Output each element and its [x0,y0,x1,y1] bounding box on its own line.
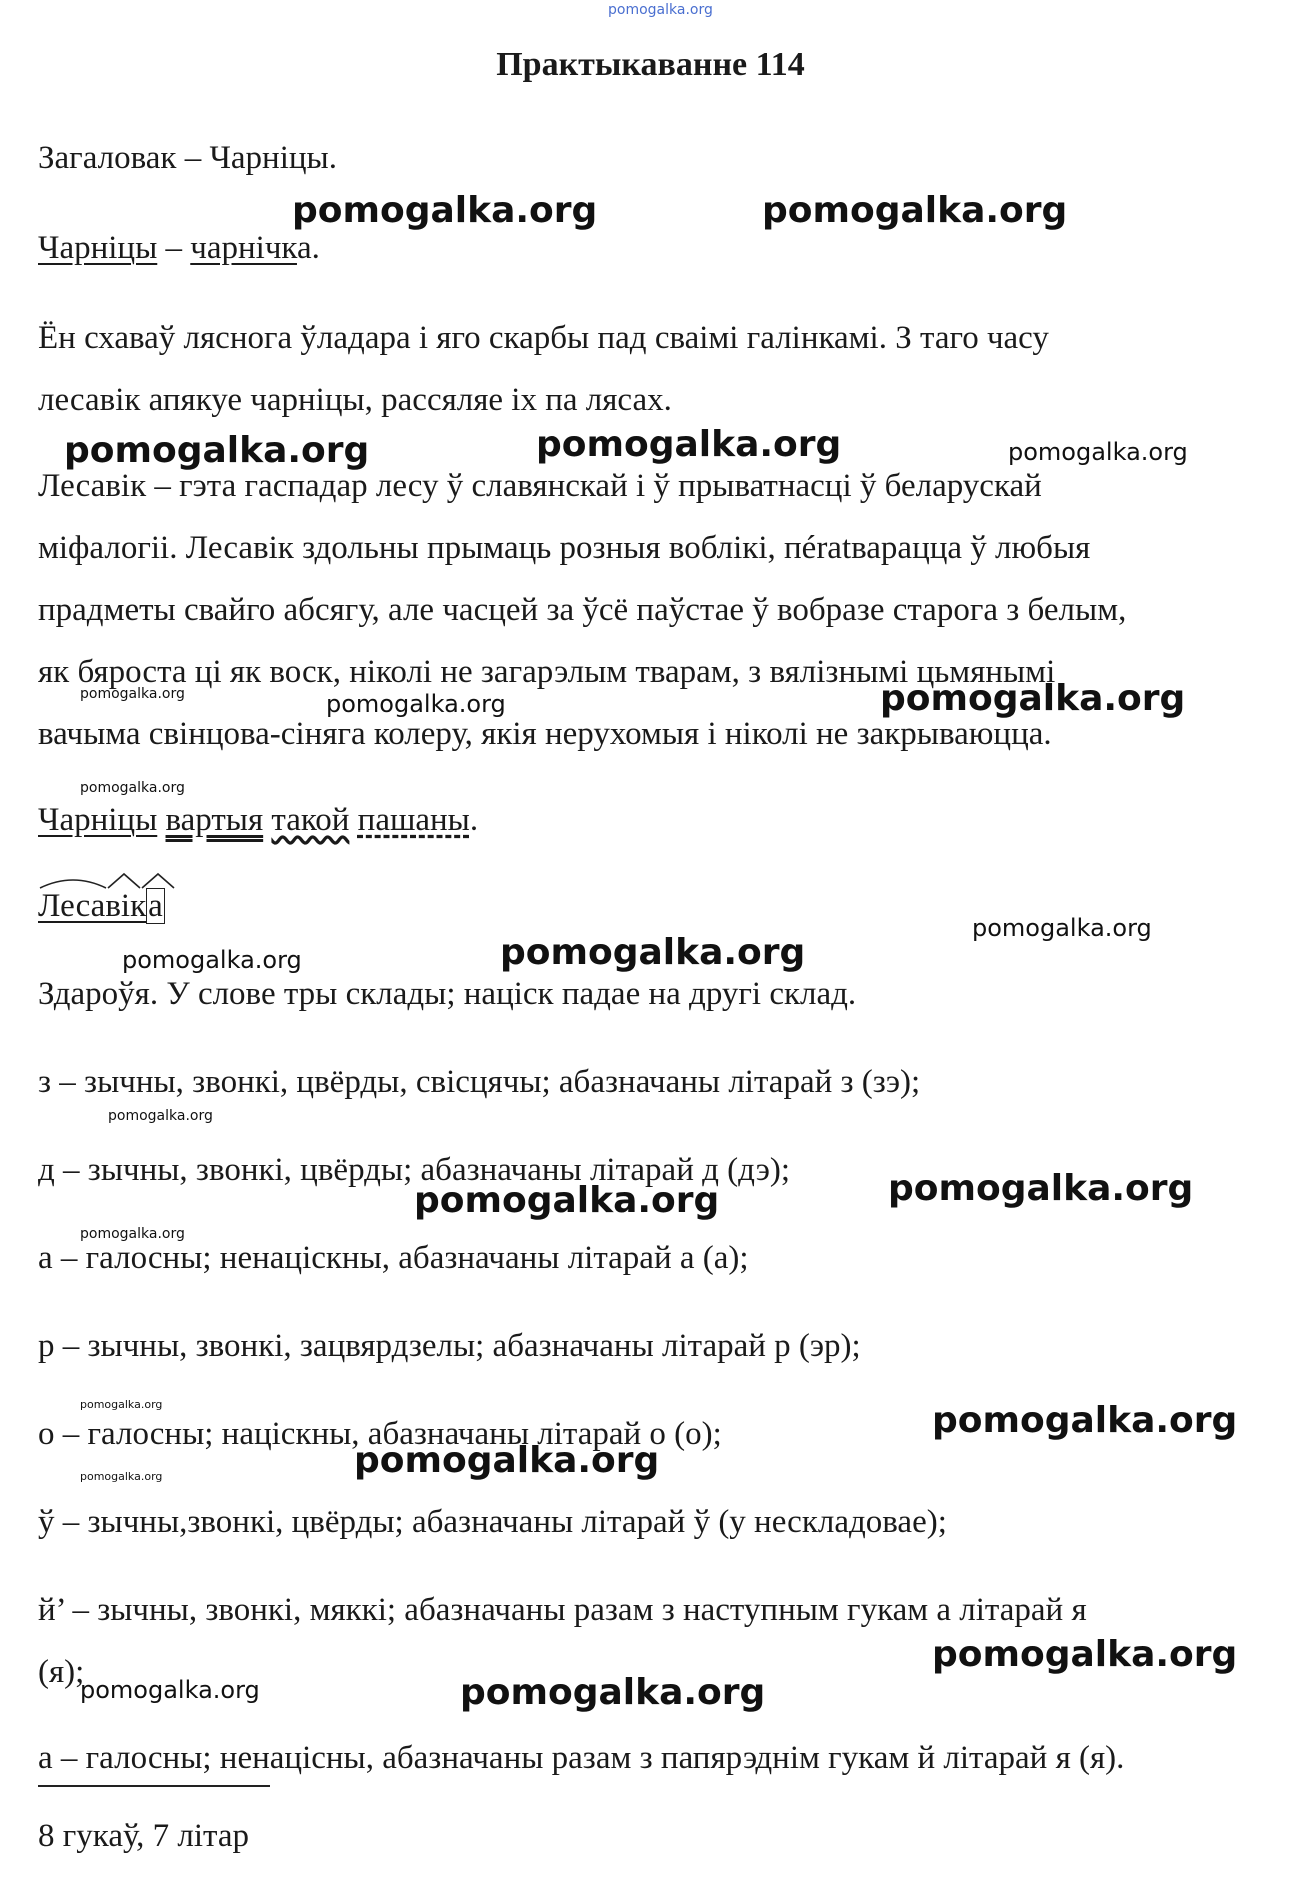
watermark: pomogalka.org [80,1676,260,1704]
sound-line-1: з – зычны, звонкі, цвёрды, свісцячы; абазначаны літарай з (зэ); [38,1064,921,1100]
myth-line-3: прадметы свайго абсягу, але часцей за ўсё паўстае ў вобразе старога з белым, [38,592,1127,628]
sound-line-6: ў – зычны,звонкі, цвёрды; абазначаны літарай ў (у нескладовае); [38,1504,947,1540]
sound-line-9: а – галосны; ненацісны, абазначаны разам з папярэднім гукам й літарай я (я). [38,1740,1125,1776]
sound-line-4: р – зычны, звонкі, зацвярдзелы; абазначаны літарай р (эр); [38,1328,861,1364]
sound-line-2: д – зычны, звонкі, цвёрды; абазначаны літарай д (дэ); [38,1152,791,1188]
watermark: pomogalka.org [80,1470,163,1483]
myth-line-4: як бяроста ці як воск, ніколі не загарэлым тварам, з вялізнымі цьмянымі [38,654,1056,690]
word-ending: а [148,888,163,924]
related-ending: а. [296,230,320,266]
subject-word: Чарніцы [38,802,158,838]
watermark: pomogalka.org [354,1440,660,1481]
watermark: pomogalka.org [80,686,185,702]
sentence-parse [38,800,478,840]
summary-divider [38,1785,270,1787]
related-words-line [38,228,320,268]
watermark: pomogalka.org [292,190,598,231]
watermark: pomogalka.org [414,1180,720,1221]
story-line-1: Ён схаваў ляснога ўладара і яго скарбы пад сваімі галінкамі. З таго часу [38,320,1049,356]
watermark: pomogalka.org [762,190,1068,231]
object-word: пашаны [357,802,470,838]
related-word-1: Чарніцы [38,230,158,266]
watermark: pomogalka.org [108,1108,213,1124]
watermark: pomogalka.org [1008,438,1188,466]
sound-line-5: о – галосны; націскны, абазначаны літарай о (о); [38,1416,722,1452]
site-header-link[interactable]: pomogalka.org [608,2,713,18]
watermark: pomogalka.org [972,914,1152,942]
sound-line-8: (я); [38,1654,85,1690]
story-line-2: лесавік апякуе чарніцы, рассяляе іх па лясах. [38,382,672,418]
page-title: Практыкаванне 114 [496,46,805,83]
watermark: pomogalka.org [932,1400,1238,1441]
watermark: pomogalka.org [536,424,842,465]
sentence-end: . [469,802,479,838]
myth-line-2: міфалогіі. Лесавік здольны прымаць розныя воблікі, пératварацца ў любыя [38,530,1091,566]
word-stem: Лесавік [38,888,147,924]
related-word-2: чарнічк [190,230,297,266]
watermark: pomogalka.org [80,780,185,796]
attribute-word: такой [271,802,350,838]
myth-line-5: вачыма свінцова-сіняга колеру, якія нерухомыя і ніколі не закрываюцца. [38,716,1052,752]
watermark: pomogalka.org [122,946,302,974]
watermark: pomogalka.org [500,932,806,973]
watermark: pomogalka.org [80,1398,163,1411]
related-dash: – [157,230,191,266]
watermark: pomogalka.org [460,1672,766,1713]
summary-line: 8 гукаў, 7 літар [38,1818,250,1854]
heading-line: Загаловак – Чарніцы. [38,140,337,176]
morpheme-marks-icon [38,870,178,892]
sound-line-3: а – галосны; ненацiскны, абазначаны літарай а (а); [38,1240,749,1276]
sound-line-7: й’ – зычны, звонкі, мяккі; абазначаны разам з наступным гукам а літарай я [38,1592,1087,1628]
predicate-word: вартыя [165,802,264,838]
phonetic-intro: Здароўя. У слове тры склады; націск падае на другі склад. [38,976,857,1012]
watermark: pomogalka.org [880,678,1186,719]
morpheme-parse-word [38,886,165,926]
watermark: pomogalka.org [80,1226,185,1242]
watermark: pomogalka.org [888,1168,1194,1209]
myth-line-1: Лесавік – гэта гаспадар лесу ў славянскай і ў прыватнасці ў беларускай [38,468,1042,504]
watermark: pomogalka.org [326,690,506,718]
watermark: pomogalka.org [932,1634,1238,1675]
watermark: pomogalka.org [64,430,370,471]
